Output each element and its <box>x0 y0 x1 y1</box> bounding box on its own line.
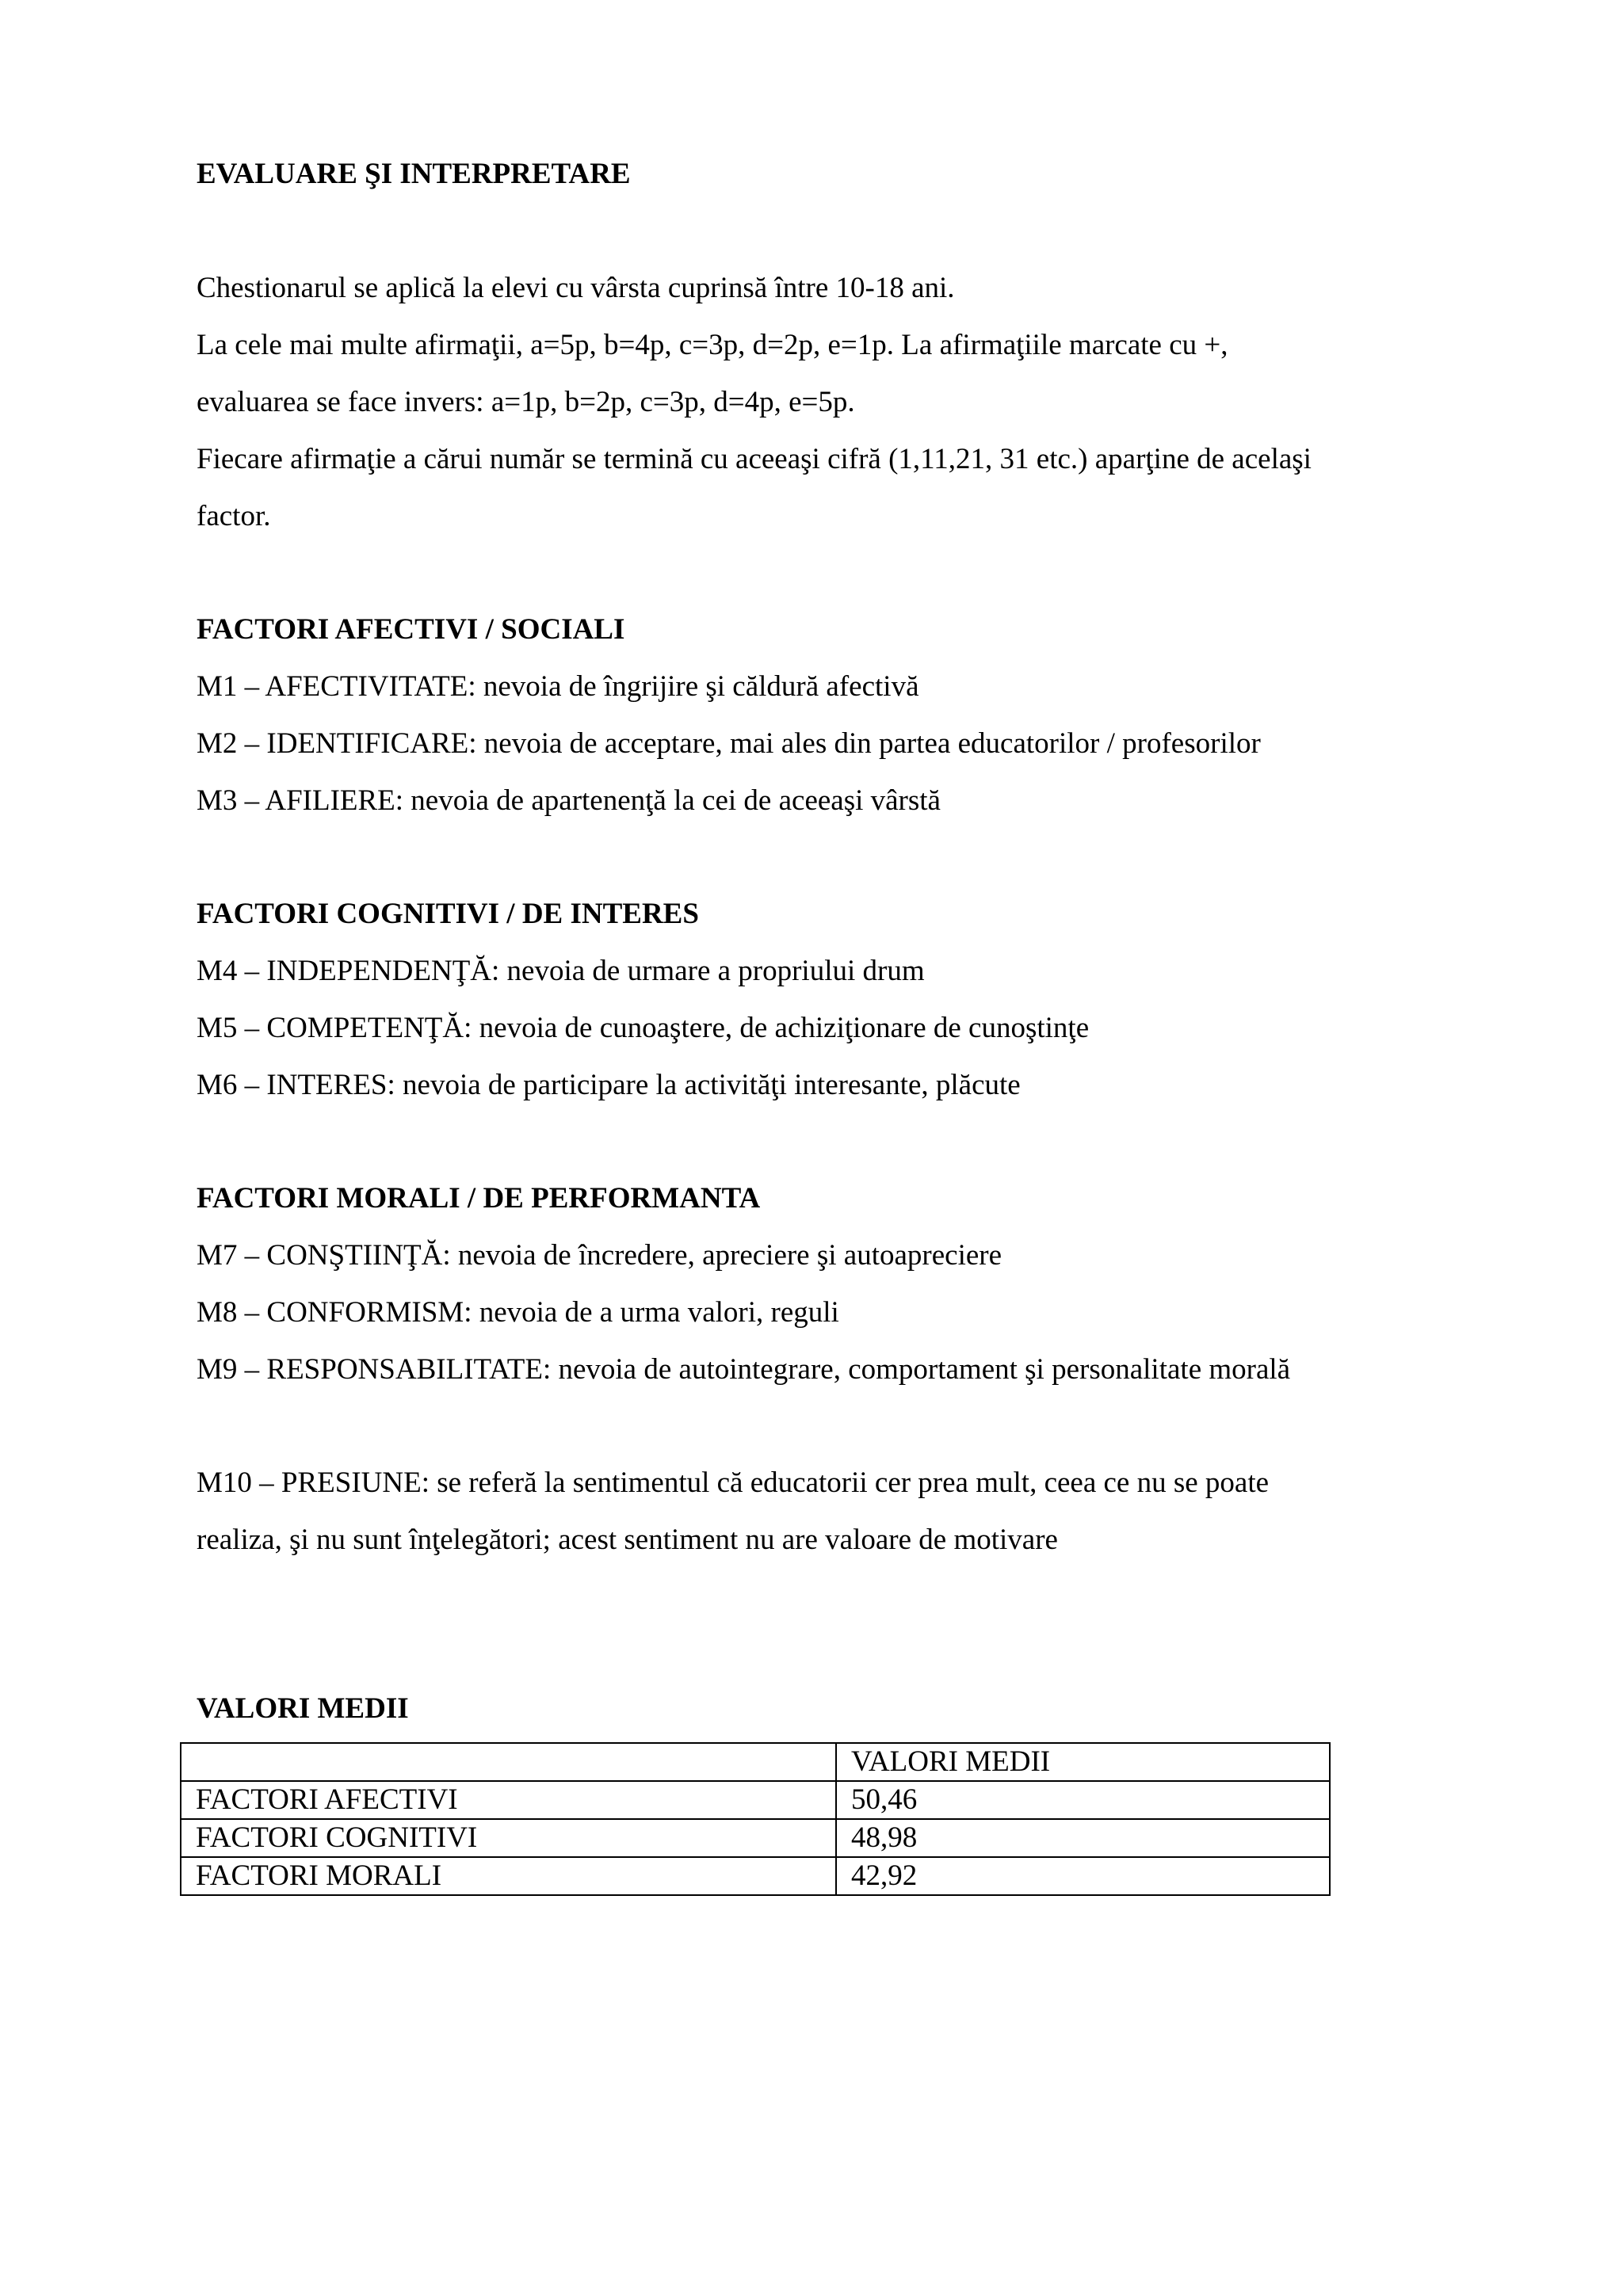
table-cell-value: 48,98 <box>836 1819 1330 1857</box>
section-title-afectivi: FACTORI AFECTIVI / SOCIALI <box>197 613 625 646</box>
table-row <box>181 1781 1330 1819</box>
intro-line: La cele mai multe afirmaţii, a=5p, b=4p, c=3p, d=2p, e=1p. La afirmaţiile marcate cu +, <box>197 329 1228 361</box>
page-heading: EVALUARE ŞI INTERPRETARE <box>197 158 631 190</box>
table-cell-factor: FACTORI MORALI <box>181 1857 836 1895</box>
table-header-cell <box>181 1743 836 1781</box>
table-row <box>181 1819 1330 1857</box>
table-cell-factor: FACTORI AFECTIVI <box>181 1781 836 1819</box>
factor-item-m9: M9 – RESPONSABILITATE: nevoia de autointegrare, comportament şi personalitate morală <box>197 1353 1291 1386</box>
table-cell-value: 42,92 <box>836 1857 1330 1895</box>
factor-item-m1: M1 – AFECTIVITATE: nevoia de îngrijire şi căldură afectivă <box>197 670 919 703</box>
intro-line: factor. <box>197 500 271 532</box>
section-title-morali: FACTORI MORALI / DE PERFORMANTA <box>197 1182 761 1215</box>
factor-item-m3: M3 – AFILIERE: nevoia de apartenenţă la cei de aceeaşi vârstă <box>197 784 941 817</box>
table-header-cell: VALORI MEDII <box>836 1743 1330 1781</box>
intro-line: evaluarea se face invers: a=1p, b=2p, c=3p, d=4p, e=5p. <box>197 386 855 418</box>
values-title: VALORI MEDII <box>197 1692 409 1725</box>
table-header-row <box>181 1743 1330 1781</box>
m10-line: M10 – PRESIUNE: se referă la sentimentul că educatorii cer prea mult, ceea ce nu se poate <box>197 1466 1270 1499</box>
factor-item-m2: M2 – IDENTIFICARE: nevoia de acceptare, mai ales din partea educatorilor / profesorilor <box>197 727 1261 760</box>
m10-line: realiza, şi nu sunt înţelegători; acest sentiment nu are valoare de motivare <box>197 1524 1058 1556</box>
intro-line: Fiecare afirmaţie a cărui număr se termină cu aceeaşi cifră (1,11,21, 31 etc.) aparţine de acelaşi <box>197 443 1312 475</box>
factor-item-m6: M6 – INTERES: nevoia de participare la activităţi interesante, plăcute <box>197 1069 1021 1101</box>
factor-item-m8: M8 – CONFORMISM: nevoia de a urma valori, reguli <box>197 1296 839 1329</box>
factor-item-m4: M4 – INDEPENDENŢĂ: nevoia de urmare a propriului drum <box>197 955 925 987</box>
section-title-cognitivi: FACTORI COGNITIVI / DE INTERES <box>197 898 699 930</box>
table-cell-factor: FACTORI COGNITIVI <box>181 1819 836 1857</box>
table-row <box>181 1857 1330 1895</box>
factor-item-m7: M7 – CONŞTIINŢĂ: nevoia de încredere, apreciere şi autoapreciere <box>197 1239 1002 1272</box>
factor-item-m5: M5 – COMPETENŢĂ: nevoia de cunoaştere, de achiziţionare de cunoştinţe <box>197 1012 1090 1044</box>
table-cell-value: 50,46 <box>836 1781 1330 1819</box>
intro-line: Chestionarul se aplică la elevi cu vârsta cuprinsă între 10-18 ani. <box>197 272 955 304</box>
values-table <box>180 1742 1331 1896</box>
